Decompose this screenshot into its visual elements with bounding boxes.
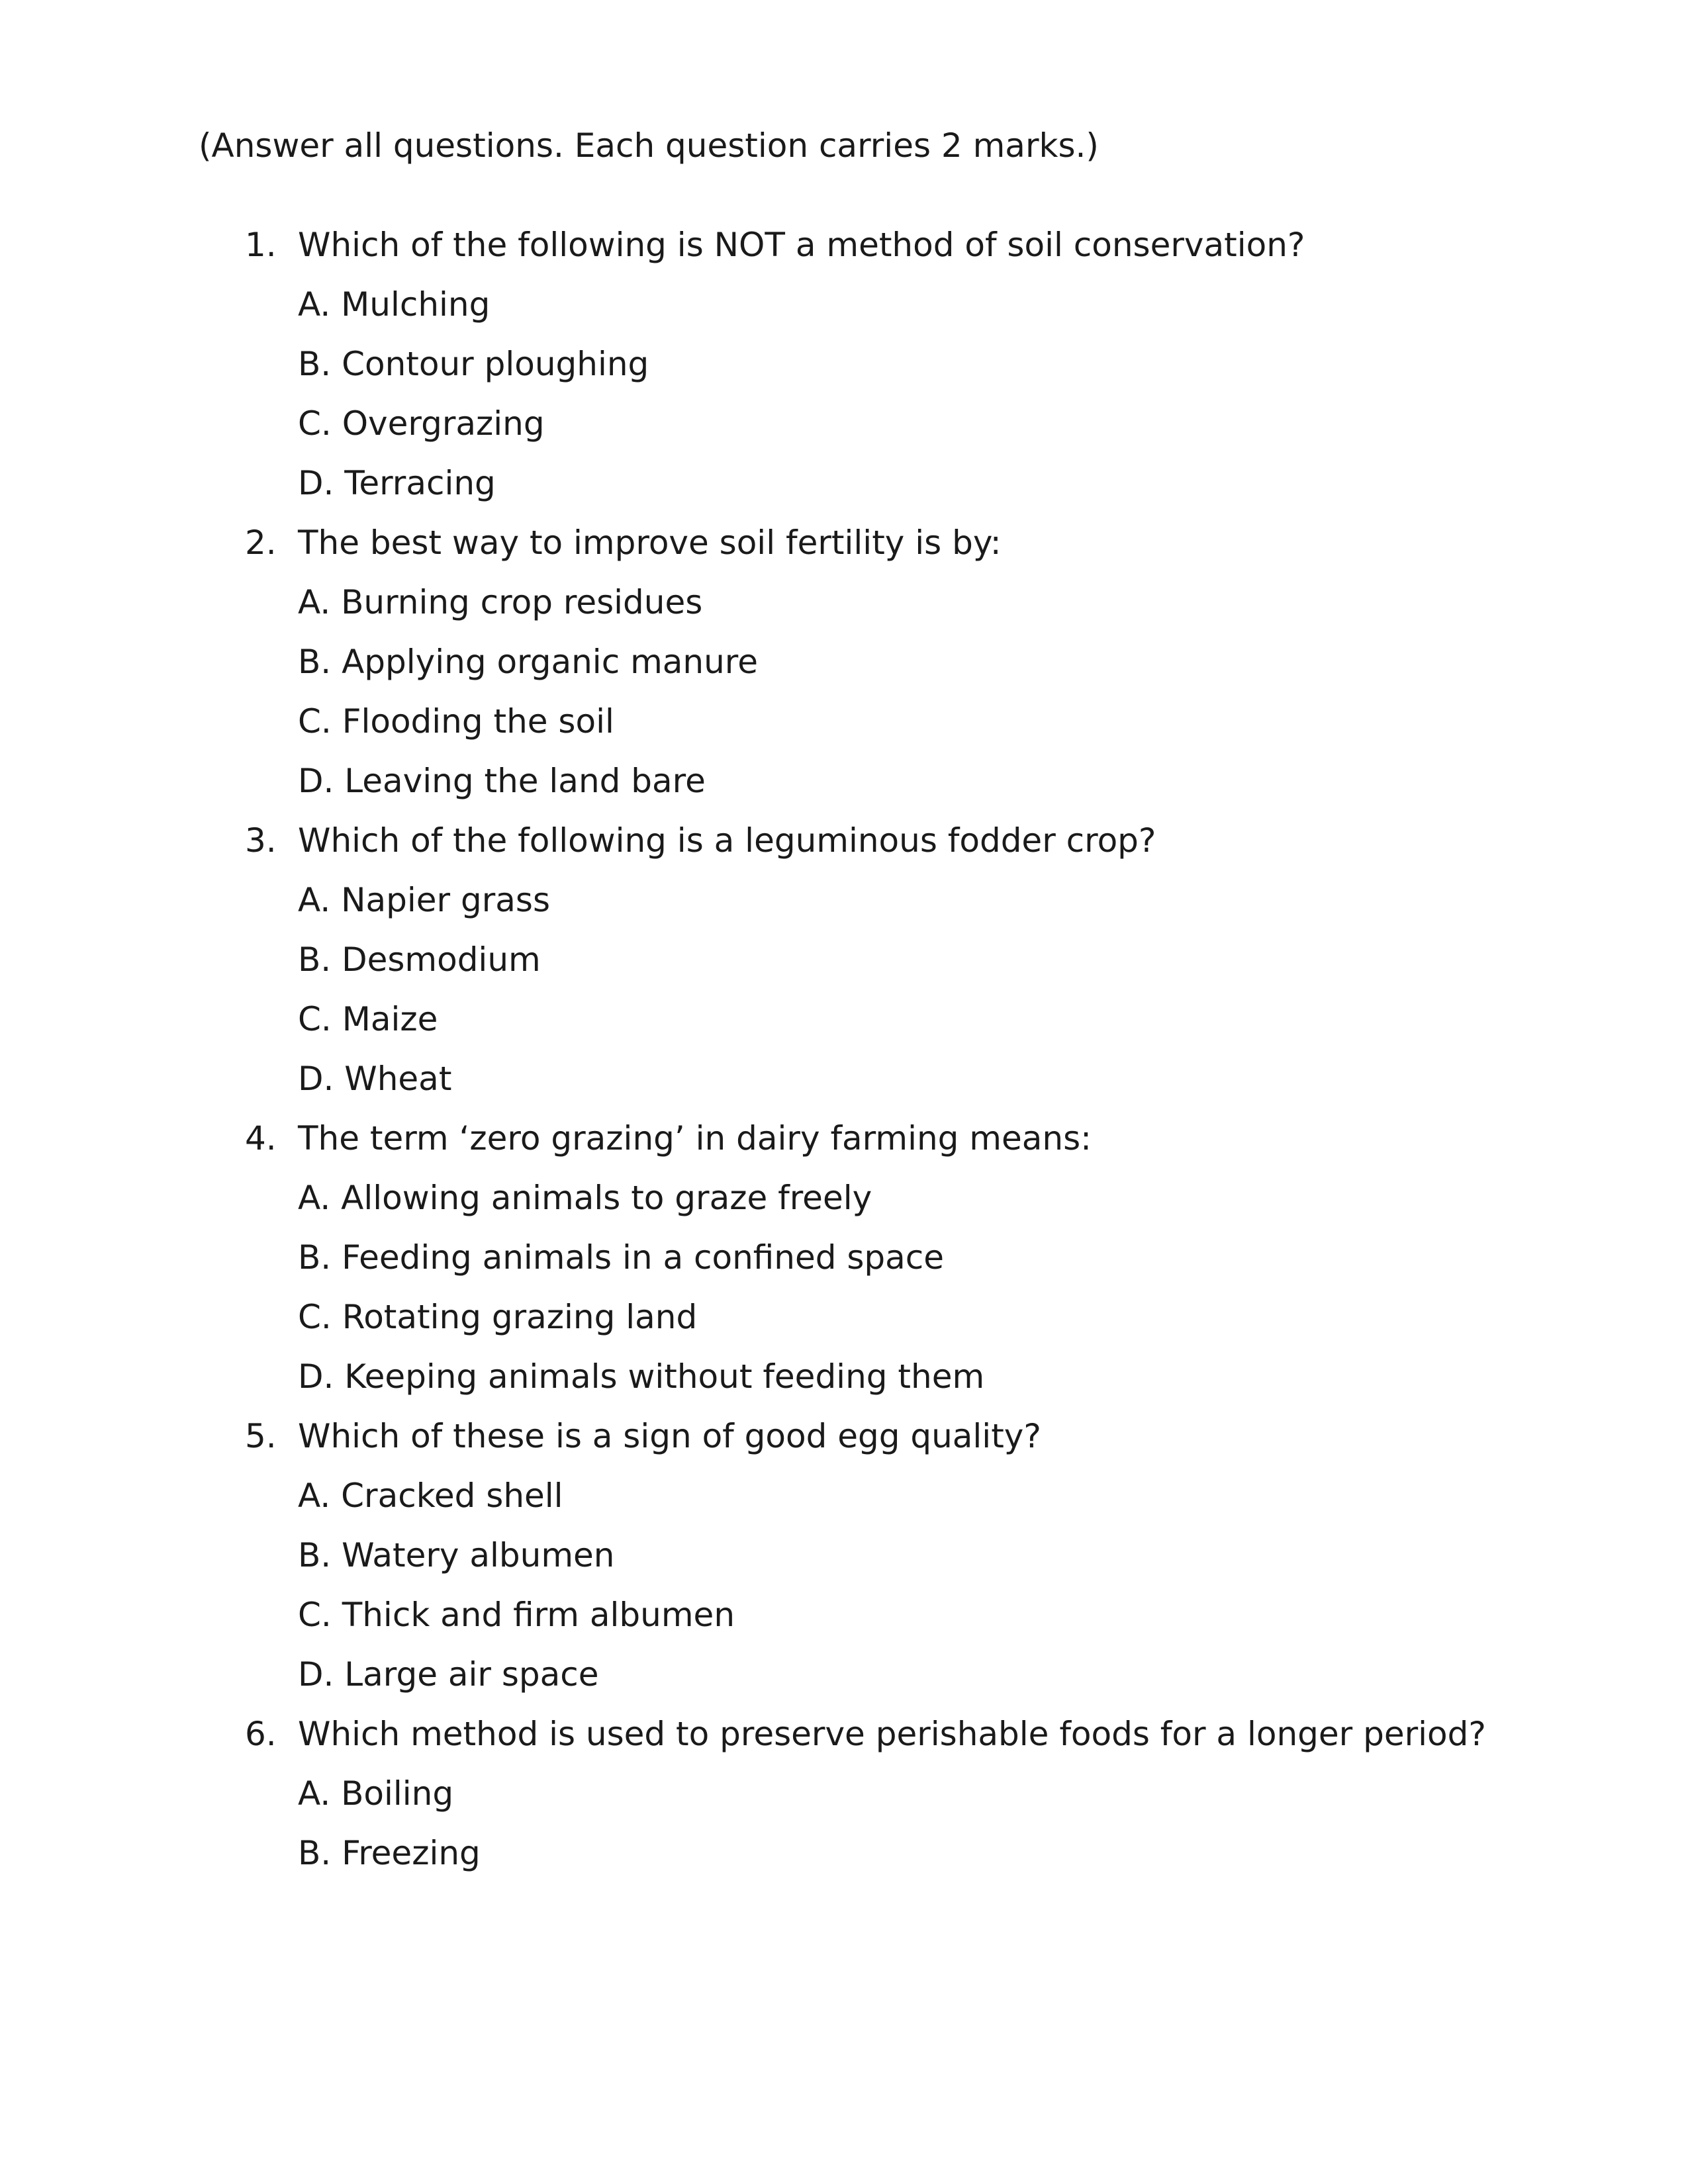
question-item [245, 513, 1002, 811]
question-text: Which of the following is a leguminous fodder crop? [298, 821, 1156, 860]
question-number: 3. [245, 821, 277, 860]
option-item: B. Freezing [298, 1834, 481, 1872]
option-item: A. Burning crop residues [298, 583, 703, 621]
option-item: D. Terracing [298, 464, 496, 502]
question-list [245, 215, 1486, 1883]
option-item: B. Feeding animals in a confined space [298, 1238, 945, 1277]
question-line [245, 1406, 1041, 1466]
question-line [245, 215, 1305, 275]
question-item [245, 1406, 1041, 1704]
option-item: D. Leaving the land bare [298, 762, 706, 800]
option-item: B. Desmodium [298, 940, 541, 979]
question-item [245, 1704, 1486, 1883]
option-item: C. Rotating grazing land [298, 1298, 698, 1336]
option-item: C. Maize [298, 1000, 438, 1038]
option-list [245, 572, 984, 811]
option-item: A. Boiling [298, 1774, 454, 1813]
question-text: Which method is used to preserve perishable foods for a longer period? [298, 1715, 1486, 1753]
option-item: A. Mulching [298, 285, 491, 324]
option-item: A. Cracked shell [298, 1477, 563, 1515]
option-item: B. Contour ploughing [298, 345, 649, 383]
question-number: 2. [245, 523, 277, 562]
question-line [245, 513, 1002, 572]
question-item [245, 811, 1156, 1109]
question-item [245, 215, 1305, 513]
option-item: B. Applying organic manure [298, 643, 759, 681]
option-list [245, 1168, 984, 1406]
option-list [245, 275, 984, 513]
exam-instructions: (Answer all questions. Each question carries 2 marks.) [199, 126, 1099, 165]
question-line [245, 811, 1156, 870]
question-text: Which of these is a sign of good egg quality? [298, 1417, 1041, 1455]
question-item [245, 1109, 1092, 1406]
option-item: D. Large air space [298, 1655, 599, 1694]
option-item: A. Napier grass [298, 881, 551, 919]
question-text: The best way to improve soil fertility is by: [298, 523, 1002, 562]
option-item: D. Keeping animals without feeding them [298, 1357, 985, 1396]
option-item: A. Allowing animals to graze freely [298, 1179, 872, 1217]
question-number: 4. [245, 1119, 277, 1158]
option-item: B. Watery albumen [298, 1536, 615, 1574]
question-number: 5. [245, 1417, 277, 1455]
option-item: C. Thick and firm albumen [298, 1596, 735, 1634]
question-line [245, 1704, 1486, 1764]
option-list [245, 1466, 984, 1704]
option-list [245, 870, 984, 1109]
question-line [245, 1109, 1092, 1168]
question-number: 1. [245, 226, 277, 264]
question-text: The term ‘zero grazing’ in dairy farming means: [298, 1119, 1092, 1158]
question-number: 6. [245, 1715, 277, 1753]
option-item: D. Wheat [298, 1060, 452, 1098]
option-item: C. Overgrazing [298, 404, 545, 443]
option-item: C. Flooding the soil [298, 702, 614, 741]
question-text: Which of the following is NOT a method of soil conservation? [298, 226, 1305, 264]
option-list [245, 1764, 984, 1883]
